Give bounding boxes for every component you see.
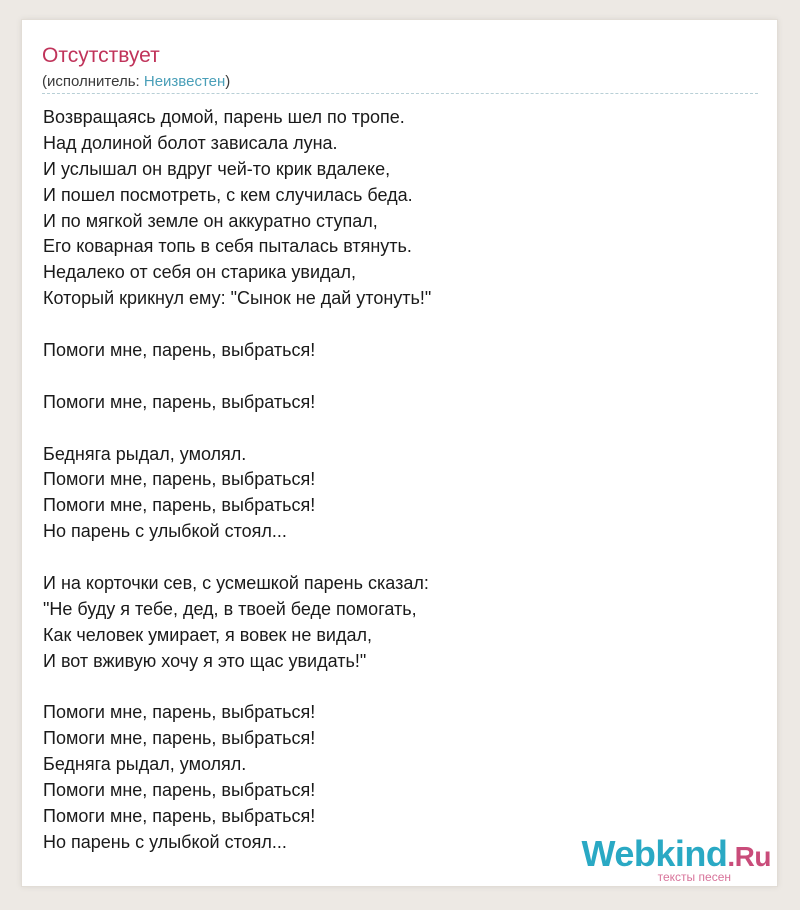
lyric-line: Помоги мне, парень, выбраться! (43, 391, 316, 412)
lyric-line: Помоги мне, парень, выбраться! (43, 340, 316, 361)
lyric-line: И по мягкой земле он аккуратно ступал, (43, 210, 378, 231)
song-title: Отсутствует (42, 44, 160, 67)
meta-suffix: ) (225, 73, 231, 90)
lyric-line: И пошел посмотреть, с кем случилась беда. (43, 184, 413, 205)
stanza-break (43, 675, 759, 701)
stanza-break (43, 364, 759, 390)
logo-tld: .Ru (727, 841, 771, 872)
lyric-line: Как человек умирает, я вовек не видал, (43, 624, 372, 645)
lyrics-card (21, 19, 778, 887)
site-logo[interactable] (582, 834, 771, 883)
lyric-line: И услышал он вдруг чей-то крик вдалеке, (43, 158, 391, 179)
lyric-line: Который крикнул ему: "Сынок не дай утонуть!" (43, 288, 432, 309)
logo-tagline: тексты песен (657, 870, 731, 884)
meta-prefix: (исполнитель: (42, 73, 144, 90)
lyric-line: Помоги мне, парень, выбраться! (43, 702, 316, 723)
lyric-line: Помоги мне, парень, выбраться! (43, 806, 316, 827)
dashed-divider (42, 93, 758, 94)
lyric-line: И на корточки сев, с усмешкой парень сказал: (43, 573, 429, 594)
logo-brand: Webkind (581, 833, 728, 874)
stanza-break (43, 545, 759, 571)
artist-link[interactable]: Неизвестен (143, 73, 226, 90)
lyric-line: Над долиной болот зависала луна. (43, 132, 338, 153)
lyric-line: "Не буду я тебе, дед, в твоей беде помогать, (43, 598, 417, 619)
lyric-line: Помоги мне, парень, выбраться! (43, 495, 316, 516)
lyric-line: Помоги мне, парень, выбраться! (43, 728, 316, 749)
lyric-line: Помоги мне, парень, выбраться! (43, 780, 316, 801)
lyric-line: Бедняга рыдал, умолял. (43, 443, 247, 464)
lyric-line: Но парень с улыбкой стоял... (43, 831, 287, 852)
stanza-break (43, 312, 759, 338)
lyrics-text (43, 105, 759, 856)
lyric-line: И вот вживую хочу я это щас увидать!" (43, 650, 367, 671)
lyric-line: Его коварная топь в себя пыталась втянуть. (43, 236, 412, 257)
lyric-line: Недалеко от себя он старика увидал, (43, 262, 357, 283)
song-meta (42, 72, 230, 92)
lyric-line: Возвращаясь домой, парень шел по тропе. (43, 107, 405, 127)
lyric-line: Но парень с улыбкой стоял... (43, 521, 287, 542)
stanza-break (43, 416, 759, 442)
lyric-line: Помоги мне, парень, выбраться! (43, 469, 316, 490)
lyric-line: Бедняга рыдал, умолял. (43, 754, 247, 775)
